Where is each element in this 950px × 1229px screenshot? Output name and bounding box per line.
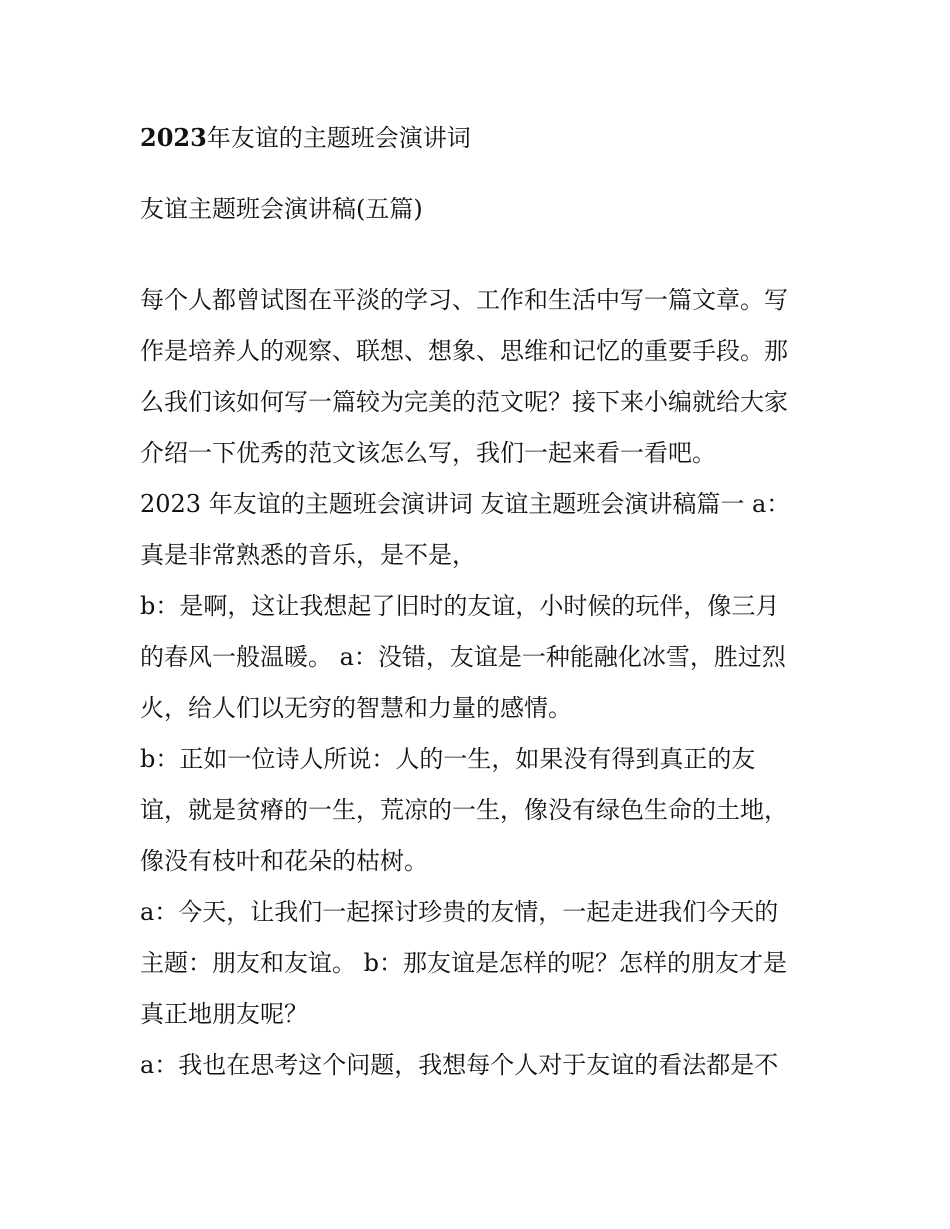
body-line: 2023 年友谊的主题班会演讲词 友谊主题班会演讲稿篇一 a： — [140, 490, 791, 518]
body-line: 介绍一下优秀的范文该怎么写，我们一起来看一看吧。 — [140, 439, 716, 467]
body-line: a：今天，让我们一起探讨珍贵的友情，一起走进我们今天的 — [140, 898, 779, 926]
body-line: 作是培养人的观察、联想、想象、思维和记忆的重要手段。那 — [140, 337, 788, 365]
body-line: 的春风一般温暖。 a：没错，友谊是一种能融化冰雪，胜过烈 — [140, 643, 786, 671]
body-line: 每个人都曾试图在平淡的学习、工作和生活中写一篇文章。写 — [140, 286, 788, 314]
document-title — [140, 112, 830, 256]
body-line: 像没有枝叶和花朵的枯树。 — [140, 847, 428, 875]
title-text-2: 友谊主题班会演讲稿(五篇) — [140, 195, 423, 223]
body-line: b：是啊，这让我想起了旧时的友谊，小时候的玩伴，像三月 — [140, 592, 780, 620]
body-line: 真正地朋友呢？ — [140, 1000, 308, 1028]
title-text-1: 年友谊的主题班会演讲词 — [206, 124, 471, 152]
body-line: 真是非常熟悉的音乐，是不是， — [140, 541, 476, 569]
body-line: a：我也在思考这个问题，我想每个人对于友谊的看法都是不 — [140, 1051, 779, 1079]
title-year: 2023 — [140, 123, 207, 152]
body-line: 主题：朋友和友谊。 b：那友谊是怎样的呢？怎样的朋友才是 — [140, 949, 787, 977]
body-line: 火，给人们以无穷的智慧和力量的感情。 — [140, 694, 572, 722]
body-line: b：正如一位诗人所说：人的一生，如果没有得到真正的友 — [140, 745, 756, 773]
title-line-1 — [140, 112, 830, 184]
document-body — [140, 275, 830, 1091]
body-line: 么我们该如何写一篇较为完美的范文呢？接下来小编就给大家 — [140, 388, 788, 416]
body-line: 谊，就是贫瘠的一生，荒凉的一生，像没有绿色生命的土地， — [140, 796, 788, 824]
title-line-2 — [140, 184, 830, 256]
